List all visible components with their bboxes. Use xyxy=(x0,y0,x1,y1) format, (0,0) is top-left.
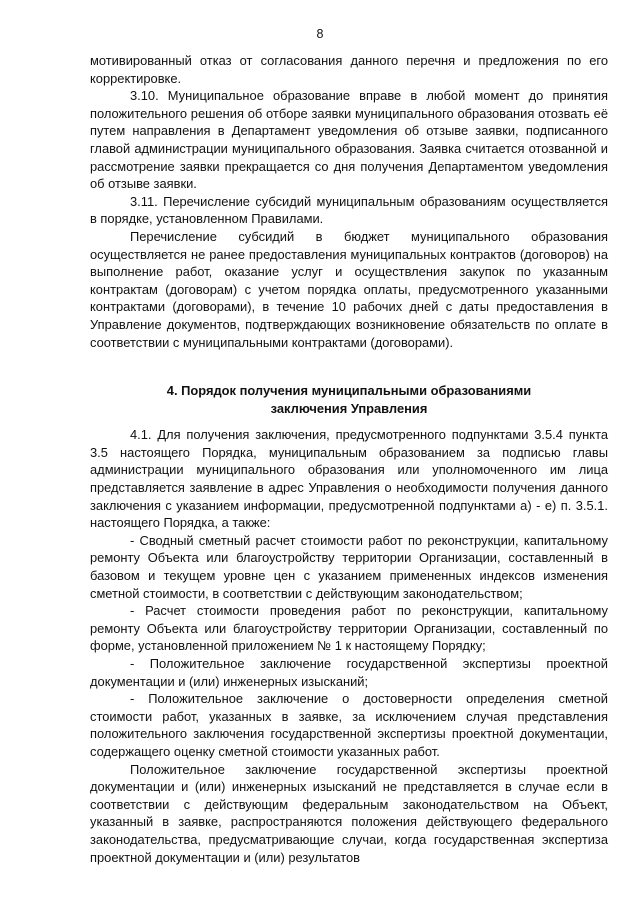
paragraph-3-11: 3.11. Перечисление субсидий муниципальным образованиям осуществляется в порядке, установленном Правилами. xyxy=(90,193,608,227)
paragraph-subsidy-transfer: Перечисление субсидий в бюджет муниципального образования осуществляется не ранее предоставления муниципальных контрактов (договоров) на выполнение работ, оказание услуг и осуществления закупок по указанным контрактам (договорам) с учетом порядка оплаты, предусмотренного указанными контрактами (договорами), в течение 10 рабочих дней с даты предоставления в Управление документов, подтверждающих возникновение обязательств по оплате в соответствии с муниципальными контрактами (договорами). xyxy=(90,228,608,350)
section-heading-line-2: заключения Управления xyxy=(270,400,428,416)
paragraph-continuation: мотивированный отказ от согласования данного перечня и предложения по его корректировке. xyxy=(90,53,608,86)
page-number: 8 xyxy=(316,27,324,41)
section-heading xyxy=(90,382,608,417)
paragraph-expertise-exception: Положительное заключение государственной экспертизы проектной документации и (или) инженерных изысканий не представляется в случае если в соответствии с действующим федеральным законодательством на Объект, указанный в заявке, распространяются положения действующего федерального законодательства, предусматривающие случаи, когда государственная экспертиза проектной документации и (или) результатов xyxy=(90,761,608,865)
section-heading-line-1: 4. Порядок получения муниципальными образованиями xyxy=(166,383,532,399)
list-item-state-expertise: - Положительное заключение государственной экспертизы проектной документации и (или) инженерных изысканий; xyxy=(90,656,608,689)
paragraph-3-10: 3.10. Муниципальное образование вправе в любой момент до принятия положительного решения об отборе заявки муниципального образования отозвать её путем направления в Департамент уведомления об отзыве заявки, подписанного главой администрации муниципального образования. Заявка считается отозванной и рассмотрение заявки прекращается со дня получения Департаментом уведомления об отзыве заявки. xyxy=(90,88,608,192)
list-item-cost-calculation: - Расчет стоимости проведения работ по реконструкции, капитальному ремонту Объекта или благоустройству территории Организации, составленный по форме, установленной приложением № 1 к настоящему Порядку; xyxy=(90,603,608,654)
list-item-estimate: - Сводный сметный расчет стоимости работ по реконструкции, капитальному ремонту Объекта или благоустройству территории Организации, составленный в базовом и текущем уровне цен с указанием примененных индексов изменения сметной стоимости, в соответствии с действующим законодательством; xyxy=(90,532,608,601)
document-body xyxy=(90,52,608,866)
list-item-reliability-conclusion: - Положительное заключение о достоверности определения сметной стоимости работ, указанных в заявке, за исключением случая представления положительного заключения государственной экспертизы проектной документации, содержащего оценку сметной стоимости указанных работ. xyxy=(90,691,608,759)
paragraph-4-1: 4.1. Для получения заключения, предусмотренного подпунктами 3.5.4 пункта 3.5 настоящего Порядка, муниципальным образованием за подписью главы администрации муниципального образования или уполномоченного им лица представляется заявление в адрес Управления о необходимости получения данного заключения с указанием информации, предусмотренной подпунктами а) - е) п. 3.5.1. настоящего Порядка, а также: xyxy=(90,427,608,531)
